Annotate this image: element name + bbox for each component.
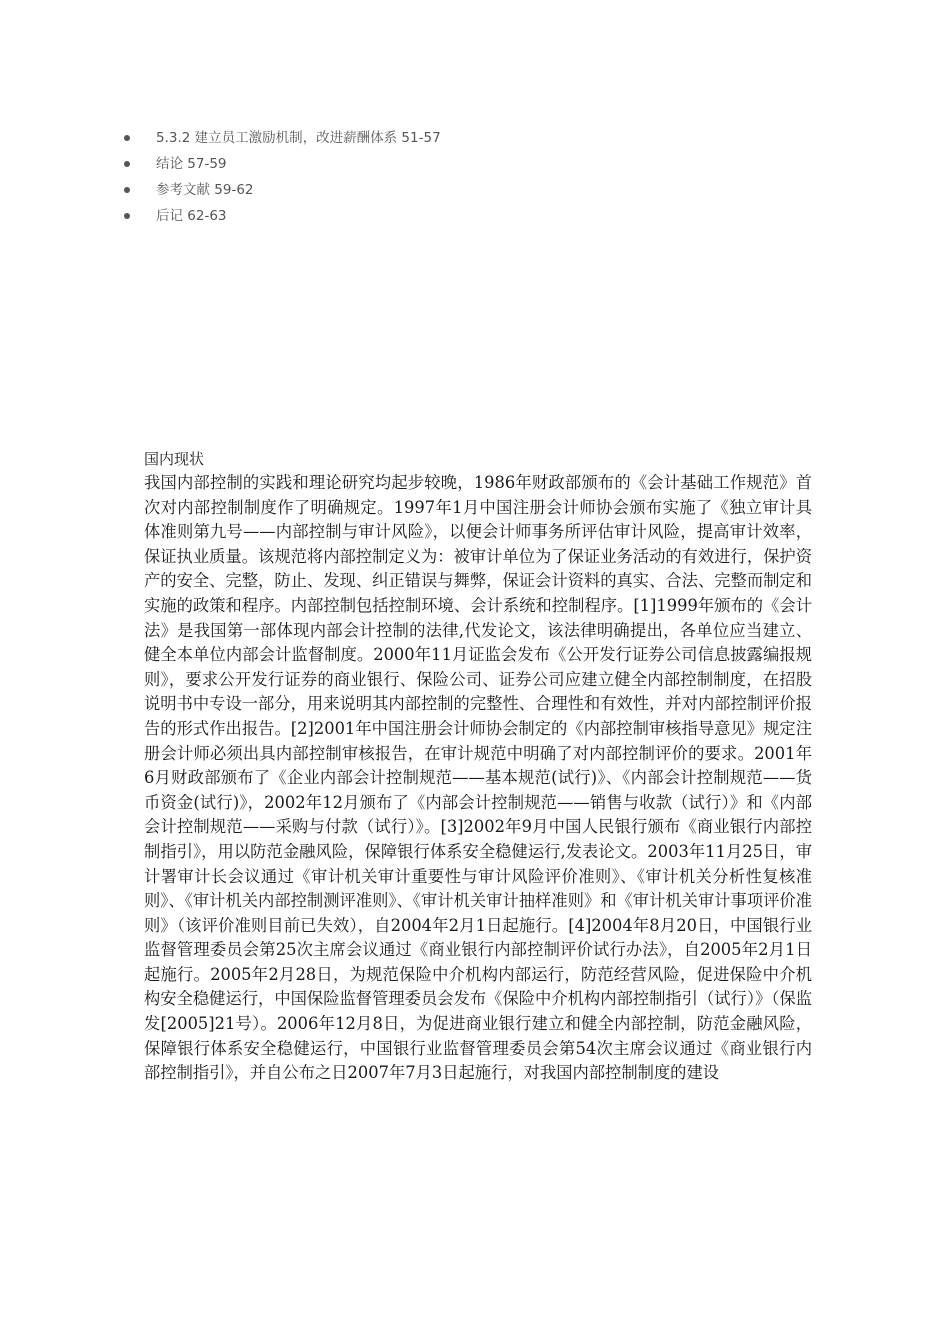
bullet-icon bbox=[124, 213, 130, 219]
body-paragraph: 我国内部控制的实践和理论研究均起步较晚，1986年财政部颁布的《会计基础工作规范》首次对内部控制制度作了明确规定。1997年1月中国注册会计师协会颁布实施了《独立审计具体准则第九号——内部控制与审计风险》，以便会计师事务所评估审计风险，提高审计效率，保证执业质量。该规范将内部控制定义为：被审计单位为了保证业务活动的有效进行，保护资产的安全、完整，防止、发现、纠正错误与舞弊，保证会计资料的真实、合法、完整而制定和实施的政策和程序。内部控制包括控制环境、会计系统和控制程序。[1]1999年颁布的《会计法》是我国第一部体现内部会计控制的法律,代发论文，该法律明确提出，各单位应当建立、健全本单位内部会计监督制度。2000年11月证监会发布《公开发行证券公司信息披露编报规则》，要求公开发行证券的商业银行、保险公司、证券公司应建立健全内部控制制度，在招股说明书中专设一部分，用来说明其内部控制的完整性、合理性和有效性，并对内部控制评价报告的形式作出报告。[2]2001年中国注册会计师协会制定的《内部控制审核指导意见》规定注册会计师必须出具内部控制审核报告，在审计规范中明确了对内部控制评价的要求。2001年6月财政部颁布了《企业内部会计控制规范——基本规范(试行)》、《内部会计控制规范——货币资金(试行)》，2002年12月颁布了《内部会计控制规范——销售与收款（试行）》和《内部会计控制规范——采购与付款（试行）》。[3]2002年9月中国人民银行颁布《商业银行内部控制指引》，用以防范金融风险，保障银行体系安全稳健运行,发表论文。2003年11月25日，审计署审计长会议通过《审计机关审计重要性与审计风险评价准则》、《审计机关分析性复核准则》、《审计机关内部控制测评准则》、《审计机关审计抽样准则》和《审计机关审计事项评价准则》（该评价准则目前已失效），自2004年2月1日起施行。[4]2004年8月20日，中国银行业监督管理委员会第25次主席会议通过《商业银行内部控制评价试行办法》，自2005年2月1日起施行。2005年2月28日，为规范保险中介机构内部运行，防范经营风险，促进保险中介机构安全稳健运行，中国保险监督管理委员会发布《保险中介机构内部控制指引（试行）》（保监发[2005]21号）。2006年12月8日，为促进商业银行建立和健全内部控制，防范金融风险，保障银行体系安全稳健运行，中国银行业监督管理委员会第54次主席会议通过《商业银行内部控制指引》，并自公布之日2007年7月3日起施行，对我国内部控制制度的建设 bbox=[144, 473, 812, 1083]
bullet-icon bbox=[124, 161, 130, 167]
bullet-icon bbox=[124, 135, 130, 141]
toc-item-label: 参考文献 59-62 bbox=[156, 182, 254, 198]
toc-item-label: 5.3.2 建立员工激励机制，改进薪酬体系 51-57 bbox=[156, 130, 441, 146]
toc-item bbox=[124, 203, 441, 229]
bullet-icon bbox=[124, 187, 130, 193]
section-heading: 国内现状 bbox=[144, 450, 205, 468]
toc-item-label: 后记 62-63 bbox=[156, 208, 227, 224]
toc-list bbox=[124, 125, 441, 229]
toc-item bbox=[124, 177, 441, 203]
toc-item bbox=[124, 151, 441, 177]
toc-item-label: 结论 57-59 bbox=[156, 156, 227, 172]
toc-item bbox=[124, 125, 441, 151]
